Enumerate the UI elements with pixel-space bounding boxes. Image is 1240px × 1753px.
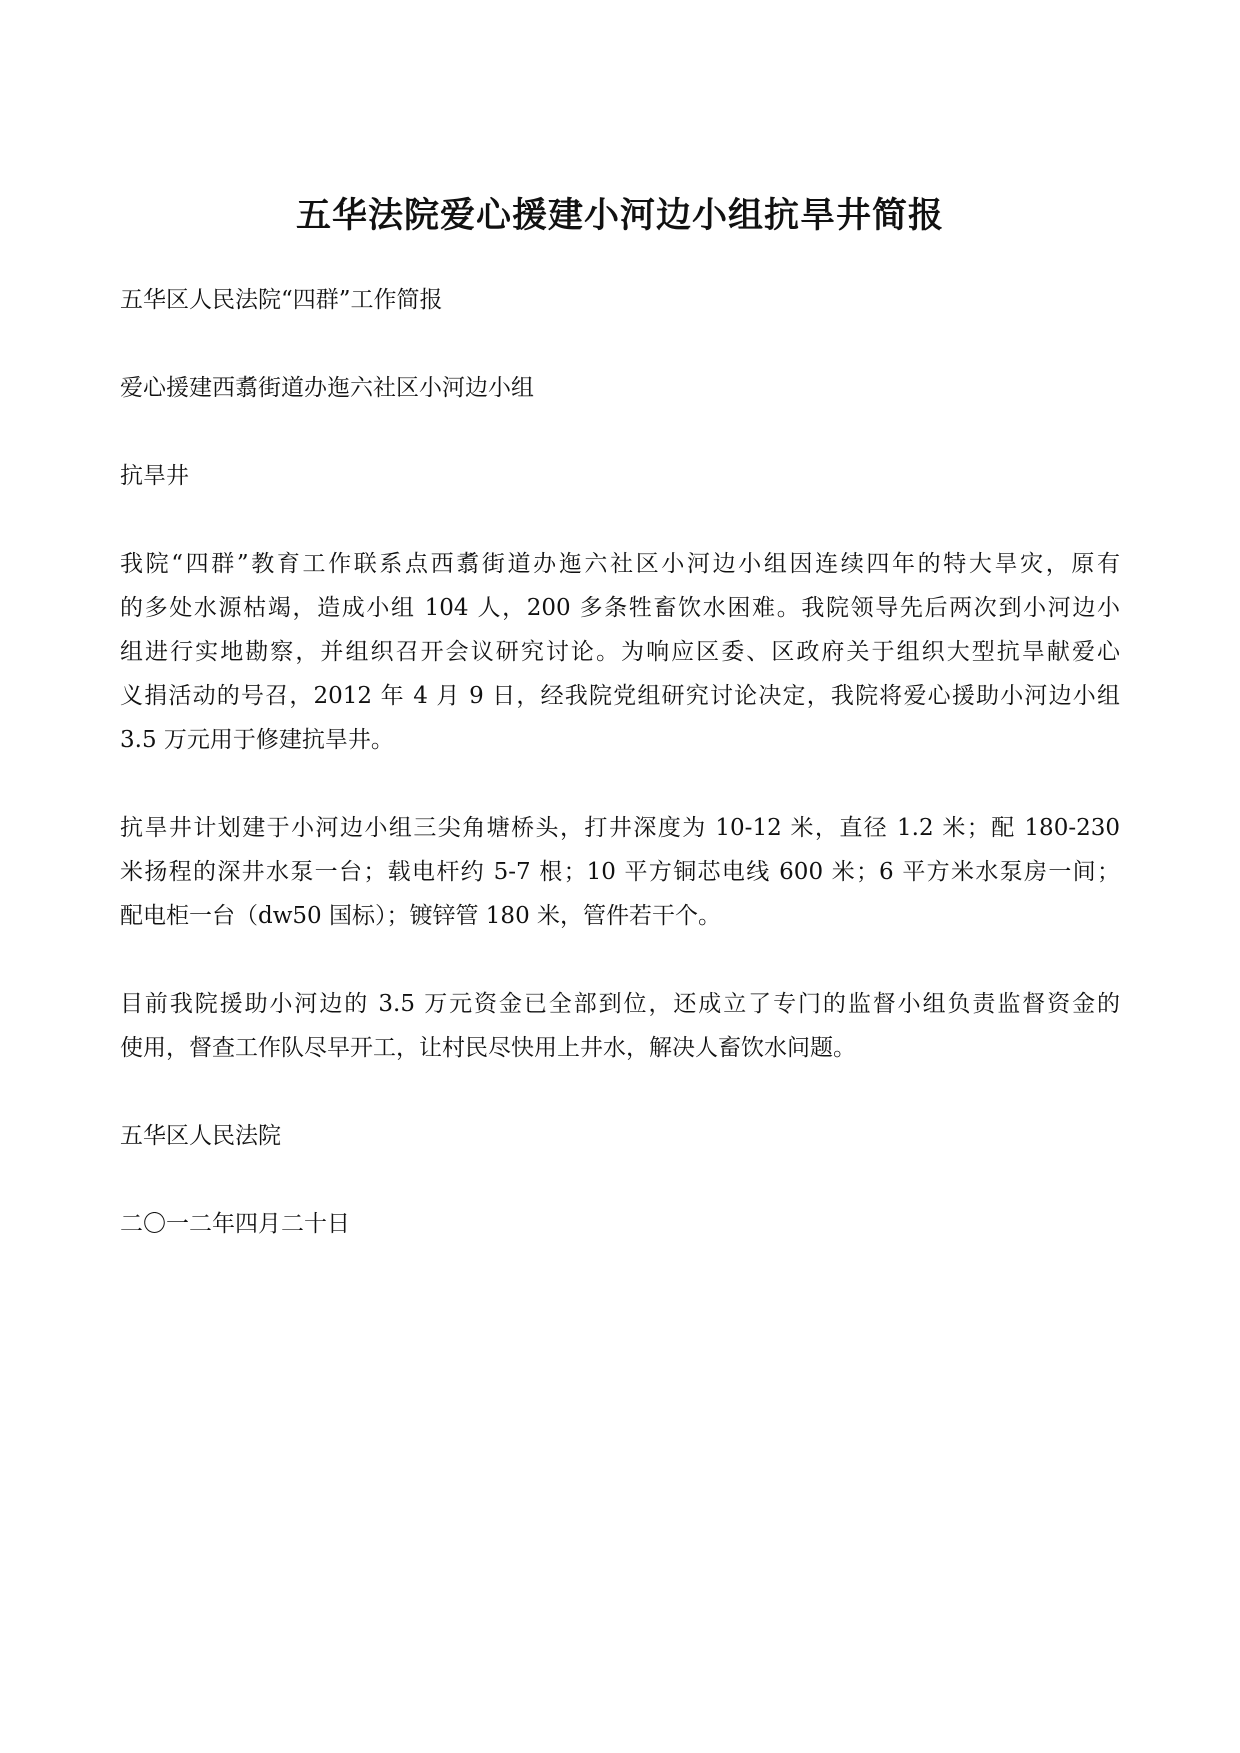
paragraph-line: 配电柜一台（dw50 国标）；镀锌管 180 米，管件若干个。 xyxy=(120,903,722,929)
paragraph-background xyxy=(120,548,1120,768)
header-line-subject: 爱心援建西翥街道办迤六社区小河边小组 xyxy=(120,375,534,401)
paragraph-plan xyxy=(120,812,1120,944)
paragraph-line: 组进行实地勘察，并组织召开会议研究讨论。为响应区委、区政府关于组织大型抗旱献爱心 xyxy=(120,639,1120,665)
header-line-topic: 抗旱井 xyxy=(120,463,189,489)
document-title: 五华法院爱心援建小河边小组抗旱井简报 xyxy=(295,195,944,236)
signature-date: 二〇一二年四月二十日 xyxy=(120,1211,350,1237)
header-line-bulletin: 五华区人民法院“四群”工作简报 xyxy=(120,287,443,313)
paragraph-status xyxy=(120,988,1120,1076)
paragraph-line: 使用，督查工作队尽早开工，让村民尽快用上井水，解决人畜饮水问题。 xyxy=(120,1035,856,1061)
paragraph-line: 目前我院援助小河边的 3.5 万元资金已全部到位，还成立了专门的监督小组负责监督资金的 xyxy=(120,991,1120,1017)
paragraph-line: 我院“四群”教育工作联系点西翥街道办迤六社区小河边小组因连续四年的特大旱灾，原有 xyxy=(120,551,1120,577)
paragraph-line: 米扬程的深井水泵一台；载电杆约 5-7 根；10 平方铜芯电线 600 米；6 平方米水泵房一间； xyxy=(120,859,1120,885)
paragraph-line: 的多处水源枯竭，造成小组 104 人，200 多条牲畜饮水困难。我院领导先后两次到小河边小 xyxy=(120,595,1120,621)
paragraph-line: 3.5 万元用于修建抗旱井。 xyxy=(120,727,394,753)
paragraph-line: 义捐活动的号召，2012 年 4 月 9 日，经我院党组研究讨论决定，我院将爱心援助小河边小组 xyxy=(120,683,1120,709)
signature-organization: 五华区人民法院 xyxy=(120,1123,281,1149)
paragraph-line: 抗旱井计划建于小河边小组三尖角塘桥头，打井深度为 10-12 米，直径 1.2 米；配 180-230 xyxy=(120,815,1120,841)
